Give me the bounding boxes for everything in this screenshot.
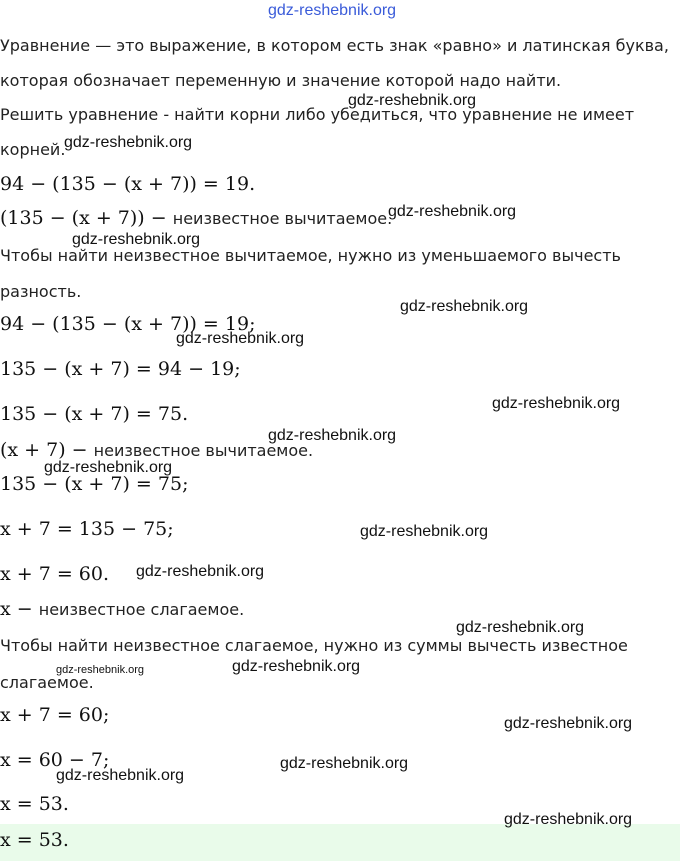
watermark: gdz-reshebnik.org (64, 134, 193, 151)
addend-label: неизвестное слагаемое. (38, 600, 245, 619)
subtrahend-expression-2: (x + 7) − (0, 439, 88, 461)
rule-2-line-1: Чтобы найти неизвестное слагаемое, нужно из суммы вычесть известное (0, 636, 628, 655)
watermark: gdz-reshebnik.org (504, 715, 633, 732)
equation-6: x + 7 = 135 − 75; (0, 518, 174, 540)
subtrahend-expression-1: (135 − (x + 7)) − (0, 207, 167, 229)
equation-8: x + 7 = 60; (0, 704, 110, 726)
watermark: gdz-reshebnik.org (348, 92, 477, 109)
watermark: gdz-reshebnik.org (176, 330, 305, 347)
answer: x = 53. (0, 829, 69, 851)
subtrahend-note-2 (0, 439, 313, 461)
watermark: gdz-reshebnik.org (56, 664, 145, 676)
watermark: gdz-reshebnik.org (400, 298, 529, 315)
intro-line-3: Решить уравнение - найти корни либо убедиться, что уравнение не имеет (0, 105, 635, 124)
rule-1-line-1: Чтобы найти неизвестное вычитаемое, нужно из уменьшаемого вычесть (0, 246, 621, 265)
subtrahend-note-1 (0, 207, 392, 229)
equation-10: x = 53. (0, 793, 69, 815)
watermark: gdz-reshebnik.org (504, 811, 633, 828)
watermark: gdz-reshebnik.org (492, 395, 621, 412)
watermark: gdz-reshebnik.org (44, 459, 173, 476)
equation-9: x = 60 − 7; (0, 749, 110, 771)
watermark: gdz-reshebnik.org (388, 203, 517, 220)
rule-2-line-2: слагаемое. (0, 673, 94, 692)
equation-4: 135 − (x + 7) = 75. (0, 403, 189, 425)
watermark: gdz-reshebnik.org (56, 767, 185, 784)
equation-2: 94 − (135 − (x + 7)) = 19; (0, 313, 256, 335)
addend-expression: x − (0, 598, 33, 620)
equation-3: 135 − (x + 7) = 94 − 19; (0, 358, 241, 380)
watermark: gdz-reshebnik.org (136, 563, 265, 580)
addend-note (0, 598, 244, 620)
watermark: gdz-reshebnik.org (72, 231, 201, 248)
watermark: gdz-reshebnik.org (268, 427, 397, 444)
answer-box (0, 824, 680, 861)
watermark: gdz-reshebnik.org (280, 755, 409, 772)
intro-line-1: Уравнение — это выражение, в котором есть знак «равно» и латинская буква, (0, 36, 669, 55)
watermark: gdz-reshebnik.org (456, 619, 585, 636)
equation-5: 135 − (x + 7) = 75; (0, 473, 189, 495)
watermark-top: gdz-reshebnik.org (268, 2, 397, 19)
subtrahend-label-1: неизвестное вычитаемое. (172, 209, 393, 228)
watermark: gdz-reshebnik.org (232, 658, 361, 675)
intro-line-4: корней. (0, 140, 66, 159)
equation-7: x + 7 = 60. (0, 563, 110, 585)
subtrahend-label-2: неизвестное вычитаемое. (93, 441, 314, 460)
rule-1-line-2: разность. (0, 282, 82, 301)
watermark: gdz-reshebnik.org (360, 523, 489, 540)
intro-line-2: которая обозначает переменную и значение которой надо найти. (0, 71, 562, 90)
equation-1: 94 − (135 − (x + 7)) = 19. (0, 173, 256, 195)
